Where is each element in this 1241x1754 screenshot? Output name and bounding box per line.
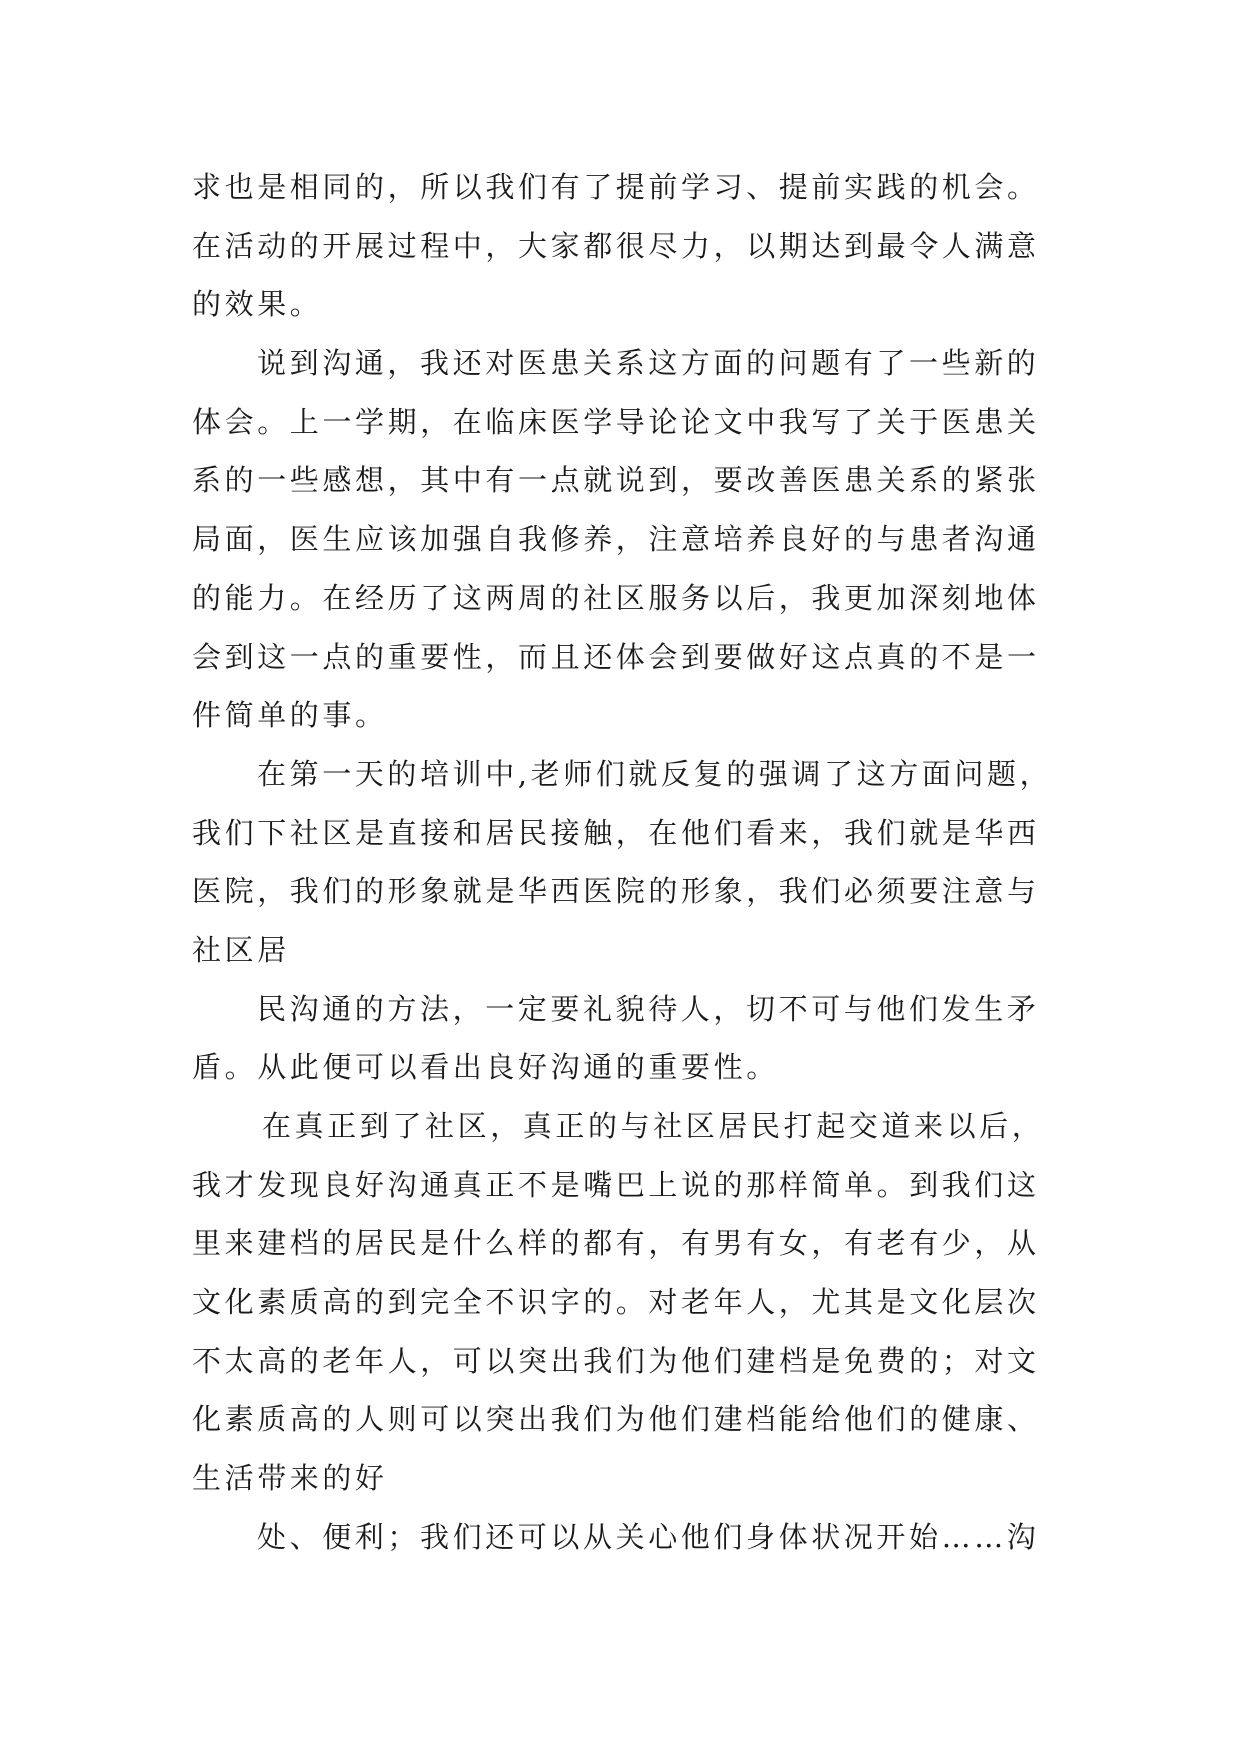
paragraph-start-line: 在第一天的培训中,老师们就反复的强调了这方面问题， <box>257 756 1053 791</box>
text-line: 我们下社区是直接和居民接触，在他们看来，我们就是华西 <box>192 815 1040 850</box>
text-line: 社区居 <box>192 932 290 967</box>
document-body <box>192 158 1052 1567</box>
text-line: 的能力。在经历了这两周的社区服务以后，我更加深刻地体 <box>192 580 1040 615</box>
text-line: 的效果。 <box>192 287 323 322</box>
text-line: 系的一些感想，其中有一点就说到，要改善医患关系的紧张 <box>192 463 1040 498</box>
paragraph-start-line: 民沟通的方法，一定要礼貌待人，切不可与他们发生矛 <box>257 991 1040 1026</box>
text-line: 不太高的老年人，可以突出我们为他们建档是免费的；对文 <box>192 1343 1040 1378</box>
text-line: 求也是相同的，所以我们有了提前学习、提前实践的机会。 <box>192 170 1040 204</box>
paragraph-start-line: 说到沟通，我还对医患关系这方面的问题有了一些新的 <box>257 346 1040 381</box>
text-line: 会到这一点的重要性，而且还体会到要做好这点真的不是一 <box>192 639 1040 674</box>
text-line: 体会。上一学期，在临床医学导论论文中我写了关于医患关 <box>192 404 1040 439</box>
text-line: 文化素质高的到完全不识字的。对老年人，尤其是文化层次 <box>192 1285 1040 1320</box>
text-line: 里来建档的居民是什么样的都有，有男有女，有老有少，从 <box>192 1226 1040 1261</box>
text-line: 我才发现良好沟通真正不是嘴巴上说的那样简单。到我们这 <box>192 1167 1040 1202</box>
text-line: 医院，我们的形象就是华西医院的形象，我们必须要注意与 <box>192 874 1040 909</box>
text-line: 化素质高的人则可以突出我们为他们建档能给他们的健康、 <box>192 1402 1040 1437</box>
paragraph-start-line: 处、便利；我们还可以从关心他们身体状况开始……沟 <box>257 1519 1040 1554</box>
text-line: 盾。从此便可以看出良好沟通的重要性。 <box>192 1050 779 1085</box>
text-line: 在活动的开展过程中，大家都很尽力，以期达到最令人满意 <box>192 228 1040 263</box>
paragraph-start-line: 在真正到了社区，真正的与社区居民打起交道来以后， <box>262 1109 1045 1143</box>
text-line: 局面，医生应该加强自我修养，注意培养良好的与患者沟通 <box>192 522 1040 557</box>
text-line: 件简单的事。 <box>192 698 388 733</box>
text-line: 生活带来的好 <box>192 1461 388 1496</box>
